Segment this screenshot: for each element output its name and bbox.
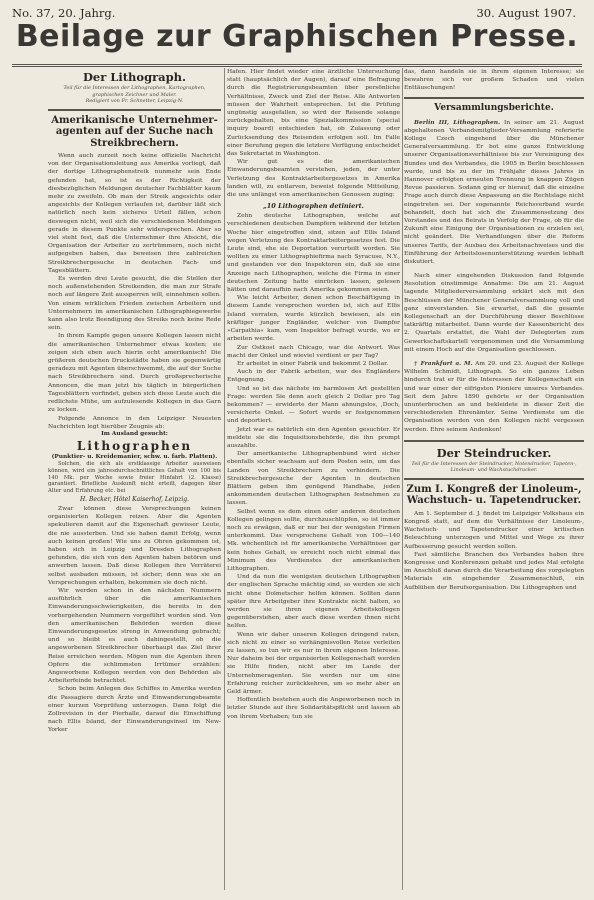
section-subtitle: Teil für die Interessen der Steindrucker, Notendrucker, Tapeten-, Linoleum- und Wachstuchdrucker. (411, 460, 577, 474)
paragraph: Schon beim Anlegen des Schiffes in Amerika werden die Passagiere durch Ärzte und Einwanderungsbeamte einer kurzen Vorprüfung unterzogen. Dann folgt die Zollrevision in der Pierhalle, darauf die Einschiffung nach Ellis Island, der Einwanderungsinsel im New-Yorker (48, 686, 221, 734)
paragraph: Es werden drei Leute gesucht, die die Stellen der noch außenstehenden Streikenden, die man zur Strafe noch auf längere Zeit aussperren will, einnehmen sollen. Von einem wirklichen Frieden zwischen Arbeitern und Unternehmern im amerikanischen Lithographiegewerbe kann also trotz Beendigung des Streiks noch keine Rede sein. (48, 276, 221, 332)
section-rule (404, 97, 584, 99)
page-title: Beilage zur Graphischen Presse. (15, 19, 579, 54)
paragraph: Und so ist das nächste im harmlosen Art gestellten Frage: werden Sie denn auch gleich 2 Dollar pro Tag bekommen? — erwiderte der Mann ahnungslos, ,Doch, versicherte Onkel. — Sofort wurde er festgenommen und deportiert. (227, 385, 400, 425)
section-editor: Redigiert von Fr. Schnetter, Leipzig-N. (85, 98, 184, 104)
paragraph: das, dann handeln sie in ihrem eigenen Interesse; sie bewahren sich vor großem Schaden und vielen Enttäuschungen! (404, 69, 584, 92)
section-title-steindrucker: Der Steindrucker. (436, 445, 552, 460)
paragraph: Folgende Annonce in den Leipziger Neuesten Nachrichten legt hierüber Zeugnis ab: (48, 415, 221, 430)
paragraph: Der amerikanische Lithographenbund wird sicher ebenfalls sicher wachsam auf dem Posten sein, um das Landen von Streikbrechern zu verhindern. Die Streikbrechergesuche der Agenten in deutschen Blättern geben ihm genügend Handhabe, jeden ankommenden deutschen Lithographen festnehmen zu lassen. (227, 451, 400, 507)
report-berlin (404, 119, 584, 267)
paragraph: Am 1. September d. J. findet im Leipziger Volkshaus ein Kongreß statt, auf dem die Verhältnisse der Linoleum-, Wachstuch- und Tapetendrucker einer kritischen Beleuchtung unterzogen und Mittel und Wege zu ihrer Aufbesserung gesucht werden sollen. (404, 510, 584, 550)
issue-number: No. 37, 20. Jahrg. (12, 6, 116, 20)
section-subtitle: Teil für die Interessen der Lithographen, Kartographen, graphischen Zeichner und Maler. (63, 85, 206, 98)
paragraph: Wie leicht Arbeiter, denen schon Beschäftigung in diesem Lande versprochen worden ist, sich auf Ellis Island verraten, wurde kürzlich bewiesen, als ein kräftiger junger Engländer, welcher von Dampfer »Carpathia« kam, vom Inspektor befragt wurde, wo er arbeiten werde. (227, 295, 400, 343)
paragraph: In ihrem Kampfe gegen unsere Kollegen lassen nicht die amerikanischen Unternehmer etwas kosten; sie zeigen sich eben auch hierin echt amerikanisch! Die größeren deutschen Druckstädte haben sie gegenwärtig geradezu mit Agenten überschwemmt, die auf der Suche nach Streikbrechern sind. Durch großsprecherische Annoncen, die man jetzt bis täglich in bürgerlichen Tagesblättern vorfindet, geben sich diese Leute auch die redlichste Mühe, um aufzulesende Kollegen in das Garn zu locken. (48, 333, 221, 414)
report-text: Am 29. und 23. August der Kollege Wilhelm Schmidt, Lithograph. So ein ganzes Leben hindurch trat er für die Interessen der Kollegenschaft ein und war einer der eifrigsten Pioniere unseres Verbandes. Seit dem Jahre 1890 gehörte er der Organisation ununterbrochen an und bekleidete in dieser Zeit die verschiedensten Ehrenämter. Seine Verdienste um die Organisation werden von den Kollegen nicht vergessen werden. Ehre seinem Andenken! (404, 360, 584, 433)
paragraph: Hafen. Hier findet wieder eine ärztliche Untersuchung statt (hauptsächlich der Augen), darauf eine Befragung durch die Registrierungsbeamten über persönliche Verhältnisse, Zweck und Ziel der Reise. Alle Antworten müssen der Wahrheit entsprechen. Ist die Prüfung ungünstig ausgefallen, so wird der Reisende solange zurückgehalten, bis eine Spezialkommission (special inquiry board) entschieden hat, ob Zulassung oder Zurücksendung des Reisenden erfolgen soll. Im Falle einer Berufung gegen die letztere Verfügung entscheidet das Sekretariat in Washington. (227, 69, 400, 158)
report-lead: † Frankfurt a. M. (414, 359, 473, 367)
paragraph: Auch in der Fabrik arbeiten, war des Engländers Entgegnung. (227, 369, 400, 384)
paragraph: Er arbeitet in einer Fabrik und bekommt 2 Dollar. (237, 360, 389, 367)
masthead-rule-2 (12, 66, 582, 67)
section-rule (48, 109, 221, 111)
report-lead: Berlin III, Lithographen. (414, 118, 501, 126)
ad-signature: H. Becker, Hôtel Kaiserhof, Leipzig. (79, 495, 190, 503)
ad-heading: Im Ausland gesucht: (101, 430, 168, 437)
paragraph: Nach einer eingehenden Diskussion fand folgende Resolution einstimmige Annahme: Die am 21. August tagende Mitgliederversammlung erklärt sich mit den Beschlüssen der Münchener Generalversammlung voll und ganz einverstanden. Sie erwartet, daß die gesamte Kollegenschaft an der Durchführung dieser Beschlüsse tatkräftig mitarbeitet. Dann wurde der Kassenbericht des 2. Quartals erstattet, die Wahl der Delegierten zum Gewerkschaftskartell vorgenommen und die Versammlung mit einem Hoch auf die Organisation geschlossen. (404, 273, 584, 353)
section-title-reports: Versammlungsberichte. (434, 102, 554, 113)
paragraph: Zwar können diese Versprechungen keinen organisierten Kollegen reizen. Aber die Agenten spekulieren damit auf die Eigenschaft gewisser Leute, die nie aussterben. Und sie haben damit Erfolg, wenn auch keinen großen! Wie uns zu Ohren gekommen ist, haben sich in Leipzig und Dresden Lithographen gefunden, die sich von den Agenten haben betören und anwerben lassen. Daß diese Kollegen ihre Verräterei selbst ausbaden müssen, ist sicher; denn was sie an Versprechungen erhalten, bekommen sie doch nicht. (48, 505, 221, 586)
section-title-lithograph: Der Lithograph. (82, 70, 187, 84)
paragraph: Fast sämtliche Branchen des Verbandes haben ihre Kongresse und Konferenzen gehabt und jedes Mal erfolgte im Anschluß daran durch die Verarbeitung des vorgelegten Materials ein eingehender Zusammenschluß, ein Aufblühen der Berufsorganisation. Die Lithographen und (404, 551, 584, 591)
column-3 (404, 68, 584, 896)
section-rule (404, 440, 584, 442)
section-rule (404, 478, 584, 480)
ad-text: Solchen, die sich als erstklassige Arbeiter ausweisen können, wird ein jahresdurchschnittliches Gehalt von 100 bis 140 Mk. per Woche sowie freier Hinfahrt (2. Klasse) garantiert. Briefliche Auskunft nicht erteilt, dagegen über Alter und Erfahrung etc. bei (48, 460, 221, 495)
report-text: In seiner am 21. August abgehaltenen Verbandsmitglieder-Versammlung referierte Kollege Czech eingehend über die Münchener Generalversammlung. Er bot eine ganze Entwicklung unserer Organisationsverhältnisse bis zur Vereinigung des Bundes und des Verbandes, die 1905 in Berlin beschlossen wurde, und bis zu der im Frühjahr dieses Jahres in Hannover erfolgten erneuten Trennung in knappen Zügen Revue passieren. Sodann ging er hierauf, daß die einzelne Frage auch durch diese Anpassung an die Rechtslage nicht eingetreten sei. Der sogenannte Reichsverband wurde behandelt, doch hat sich die Zusammensetzung des Vorstandes und des Beirats in Verfolg der Frage, ob für die Zukunft eine Einigung der Organisationen zu erzielen sei, nicht geändert. Die Verhandlungen über die Reform unseres Tarifs, der Ausbau des Arbeitsnachweises und die Einführung der Arbeitslosenunterstützung wurden lebhaft diskutiert. (404, 119, 584, 265)
masthead-rule (12, 64, 582, 65)
masthead (12, 6, 582, 64)
paragraph: Wenn wir daher unseren Kollegen dringend raten, sich nicht zu einer so verhängnisvollen Reise verleiten zu lassen, so tun wir es nur in ihrem eigenen Interesse. Nur daheim bei der organisierten Kollegenschaft werden sie Hilfe finden, nicht aber im Lande der Unternehmeragenten. Sie werden nur um eine Erfahrung reicher zurückkehren, um so mehr aber an Geld ärmer. (227, 631, 400, 696)
ad-subtitle: (Punktier- u. Kreidemanier, schw. u. farb. Platten). (51, 453, 218, 460)
column-1 (48, 68, 221, 896)
article-title: Amerikanische Unternehmer-agenten auf der Suche nach Streikbrechern. (51, 114, 218, 149)
paragraph: Jetzt war es natürlich ein den Agenten gesuchter. Er meldete sie die Inquisitionsbehörde, die ihn prompt auszahlte. (227, 426, 400, 449)
report-frankfurt (404, 360, 584, 434)
paragraph: Selbst wenn es dem einen oder anderen deutschen Kollegen gelingen sollte, durchzuschlüpfen, so ist immer noch zu erwägen, daß er nur bei der wenigsten Firmen unterkommt. Das versprochene Gehalt von 100—140 Mk. wöchentlich ist für amerikanische Verhältnisse gar kein hohes Gehalt, es erreicht noch nicht einmal das Minimum des Verdienstes der amerikanischen Lithographen. (227, 508, 400, 572)
column-divider-2 (402, 68, 403, 890)
article-title: Zum I. Kongreß der Linoleum-, Wachstuch- u. Tapetendrucker. (406, 483, 582, 507)
issue-date: 30. August 1907. (476, 6, 576, 20)
paragraph: Wir werden schon in den nächsten Nummern ausführlich über die amerikanischen Einwanderungsschwierigkeiten, die bereits in den vorhergehenden Nummern vorgeführt worden sind. Von den amerikanischen Behörden werden diese Einwanderungsgesetze streng in Anwendung gebracht; und so bleibt es auch dahingestellt, ob die angeworbenen Streikbrecher überhaupt das Ziel ihrer Reise erreichen werden. Mögen nun die Agenten ihren Opfern die schlimmsten Irrtümer erzählen: Angeworbene Kollegen werden von den Behörden als Arbeiterfeinde betrachtet. (48, 587, 221, 685)
subheading: „10 Lithographen detiniert. (263, 202, 364, 211)
paragraph: Wir gut es die amerikanischen Einwanderungsbeamten verstehen, jeden, der unter Verletzung des Kontraktarbeitergesetzes in Amerika landen will, zu entlarven, beweist folgende Mitteilung, die uns unlängst von amerikanischen Genossen zuging: (227, 159, 400, 199)
column-2 (227, 68, 400, 896)
paragraph: Wenn auch zurzeit noch keine offizielle Nachricht von der Organisationsleitung aus Amerika vorliegt, daß der dortige Lithographenstreik nunmehr sein Ende gefunden hat, so ist es der Richtigkeit der diesbezüglichen Meldungen deutscher Fachblätter kaum mehr zu zweifeln. Ob man der Streik angesichts oder angesichts der Kollegen verlaufen ist, darüber läßt sich natürlich noch kein sicheres Urteil fällen, schon deswegen nicht, weil sich die verschiedenen Meldungen gerade in diesem Punkte sehr widersprechen. Aber so viel steht fest, daß die Unternehmer ihre Absicht, die Organisation der Arbeiter zu zertrümmern, noch nicht aufgegeben haben, das beweisen ihre zahlreichen Streikbrechergesuche in deutschen Fach- und Tagesblättern. (48, 153, 221, 274)
paragraph: Zur Ostkost nach Chicago, war die Antwort. Was macht der Onkel und wieviel verdient er per Tag? (227, 344, 400, 359)
column-divider-1 (224, 68, 225, 890)
ad-title: Lithographen (76, 438, 193, 453)
paragraph: Und da nun die wenigsten deutschen Lithographen der englischen Sprache mächtig sind, so werden sie sich nicht ohne Dolmetscher helfen können. Sollten dann später ihre Arbeitgeber ihre Kontrakte nicht halten, so werden sie ihren eigenen Arbeitskollegen gegenüberstehen, aber auch diese werden ihnen nicht helfen. (227, 574, 400, 630)
paragraph: Zehn deutsche Lithographen, welche auf verschiedenen deutschen Dampfern während der letzten Woche hier eingetroffen sind, sitzen auf Ellis Island wegen Verletzung des Kontraktarbeitergesetzes fest. Die Leute sind, ehe sie Deportation verurteilt worden. Sie wollten zu einer Lithographiefirma nach Syracuse, N.Y., und gestanden vor den Inspektoren ein, daß sie eine Anzeige nach Lithographen, welche die Firma in einer deutschen Zeitung hatte einrücken lassen, gelesen hätten und daraufhin nach Amerika gekommen seien. (227, 213, 400, 294)
paragraph: Hoffentlich bestehen auch die Angeworbenen noch in letzter Stunde auf ihre Solidaritätspflicht und lassen ab von ihrem Vorhaben; tun sie (227, 697, 400, 720)
